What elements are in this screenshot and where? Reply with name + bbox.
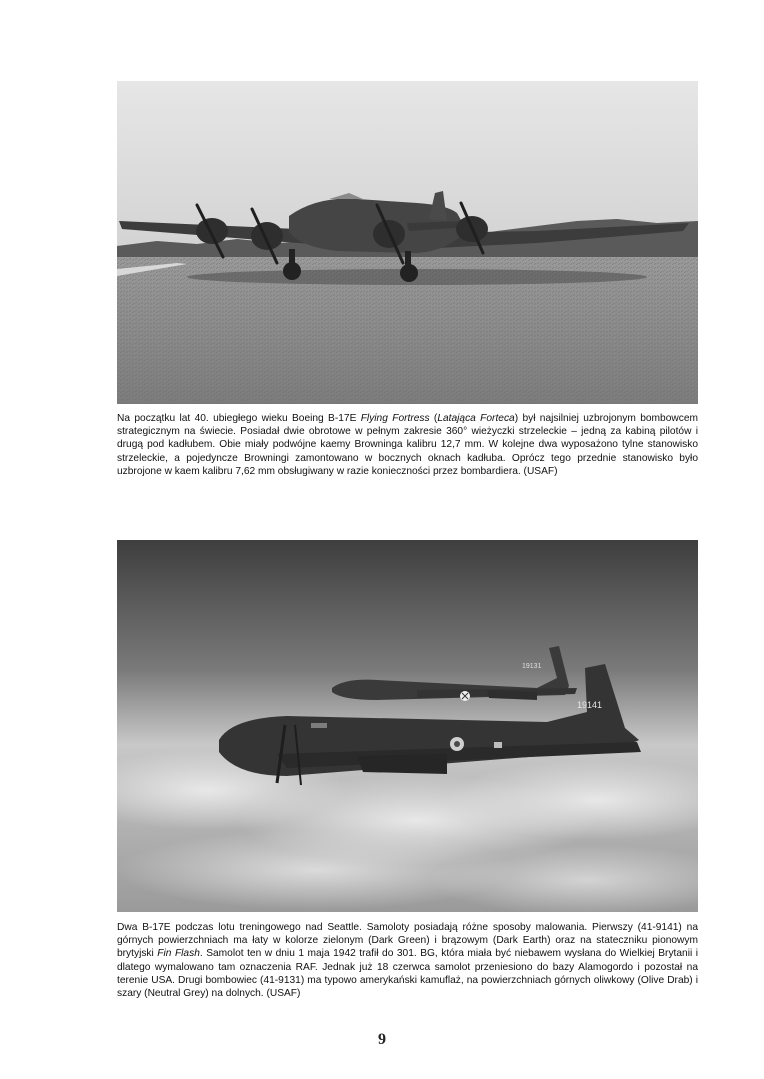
caption-1-text-a: Na początku lat 40. ubiegłego wieku Boeing B-17E bbox=[117, 413, 361, 424]
photo-b17e-ground bbox=[117, 81, 698, 404]
caption-1-text-b: ( bbox=[429, 413, 438, 424]
large-plane-serial: 19141 bbox=[577, 700, 603, 710]
caption-2-text-a: Dwa B-17E podczas lotu treningowego nad Seattle. Samoloty posiadają różne sposoby malowania. Pierwszy (41-9141) na górnych powierzchniach ma łaty w kolorze zielonym (Dark Green) i brązowym (Dark Earth) oraz na stateczniku pionowym brytyjski bbox=[117, 922, 698, 960]
caption-1-italic-latajaca-forteca: Latająca Forteca bbox=[437, 413, 515, 424]
caption-photo-2 bbox=[117, 921, 698, 1000]
small-plane-serial: 19131 bbox=[522, 663, 542, 670]
caption-2-italic-fin-flash: Fin Flash bbox=[157, 948, 200, 960]
caption-2-text-b: . Samolot ten w dniu 1 maja 1942 trafił do 301. BG, która miała być niebawem wysłana do Wielkiej Brytanii i dlatego wymalowano tam oznaczenia RAF. Jednak już 18 czerwca samolot przeniesiono do bazy Alamogordo i pozostał na terenie USA. Drugi bombowiec (41-9131) ma typowo amerykański kamuflaż, na powierzchniach górnych oliwkowy (Olive Drab) i szary (Neutral Grey) na dolnych. (USAF) bbox=[117, 948, 699, 1000]
page-number: 9 bbox=[378, 1031, 386, 1048]
caption-photo-1 bbox=[117, 412, 698, 478]
photo-two-b17e-in-flight bbox=[117, 540, 698, 912]
caption-1-text-c: ) był najsilniej uzbrojonym bombowcem strategicznym na świecie. Posiadał dwie obrotowe w pełnym zakresie 360° wieżyczki strzeleckie – jedną za kabiną pilotów i drugą pod kadłubem. Obie miały podwójne kaemy Browninga kalibru 12,7 mm. W kolejne dwa wyposażono tylne stanowisko strzeleckie, a pojedyncze Browningi zamontowano w bocznych oknach kadłuba. Oprócz tego przednie stanowisko było uzbrojone w kaem kalibru 7,62 mm obsługiwany w razie konieczności przez bombardiera. (USAF) bbox=[117, 413, 698, 477]
caption-1-italic-flying-fortress: Flying Fortress bbox=[360, 413, 430, 424]
